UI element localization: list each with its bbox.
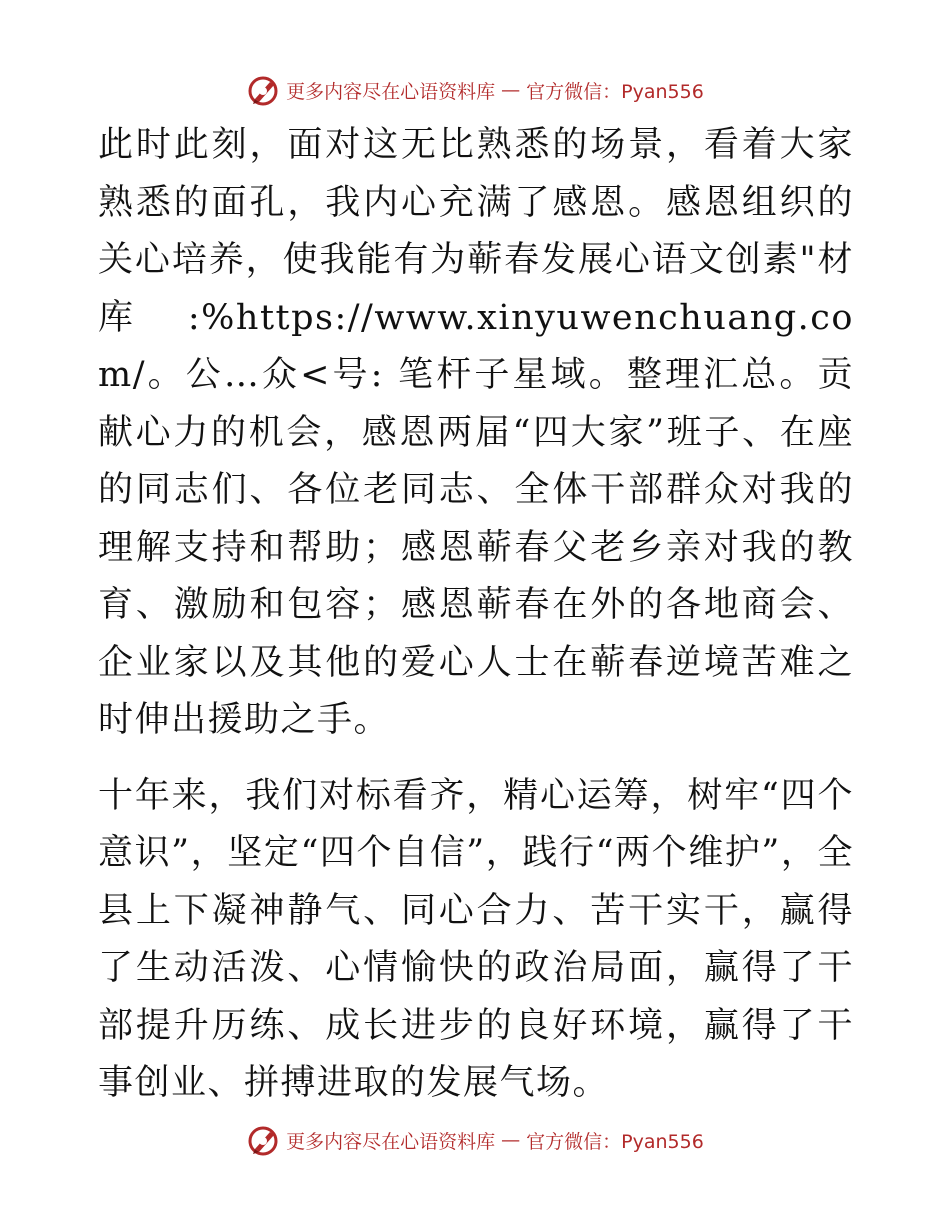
footer-banner-contact: 官方微信：Pyan556 (526, 1130, 704, 1153)
paragraph-decade-review: 十年来，我们对标看齐，精心运筹，树牢“四个意识”，坚定“四个自信”，践行“两个维护”，全县上下凝神静气、同心合力、苦干实干，赢得了生动活泼、心情愉快的政治局面，赢得了干部提升历练、成长进步的良好环境，赢得了干事创业、拼搏进取的发展气场。 (98, 775, 854, 1103)
pen-logo-icon (246, 1123, 280, 1157)
footer-watermark-banner (0, 1120, 950, 1160)
footer-banner-text: 更多内容尽在心语资料库 (286, 1130, 496, 1153)
header-banner-contact: 官方微信：Pyan556 (526, 80, 704, 103)
document-body (98, 117, 854, 1113)
footer-banner-separator: — (501, 1129, 521, 1151)
header-banner-text: 更多内容尽在心语资料库 (286, 80, 496, 103)
header-watermark-banner (0, 70, 950, 110)
paragraph-gratitude: 此时此刻，面对这无比熟悉的场景，看着大家熟悉的面孔，我内心充满了感恩。感恩组织的关心培养，使我能有为蕲春发展心语文创素"材库:%https://www.xinyuwenchuang.com/。公…众<号: 笔杆子星域。整理汇总。贡献心力的机会，感恩两届“四大家”班子、在座的同志们、各位老同志、全体干部群众对我的理解支持和帮助；感恩蕲春父老乡亲对我的教育、激励和包容；感恩蕲春在外的各地商会、企业家以及其他的爱心人士在蕲春逆境苦难之时伸出援助之手。 (98, 125, 854, 740)
header-banner-separator: — (501, 79, 521, 101)
pen-logo-icon (246, 73, 280, 107)
